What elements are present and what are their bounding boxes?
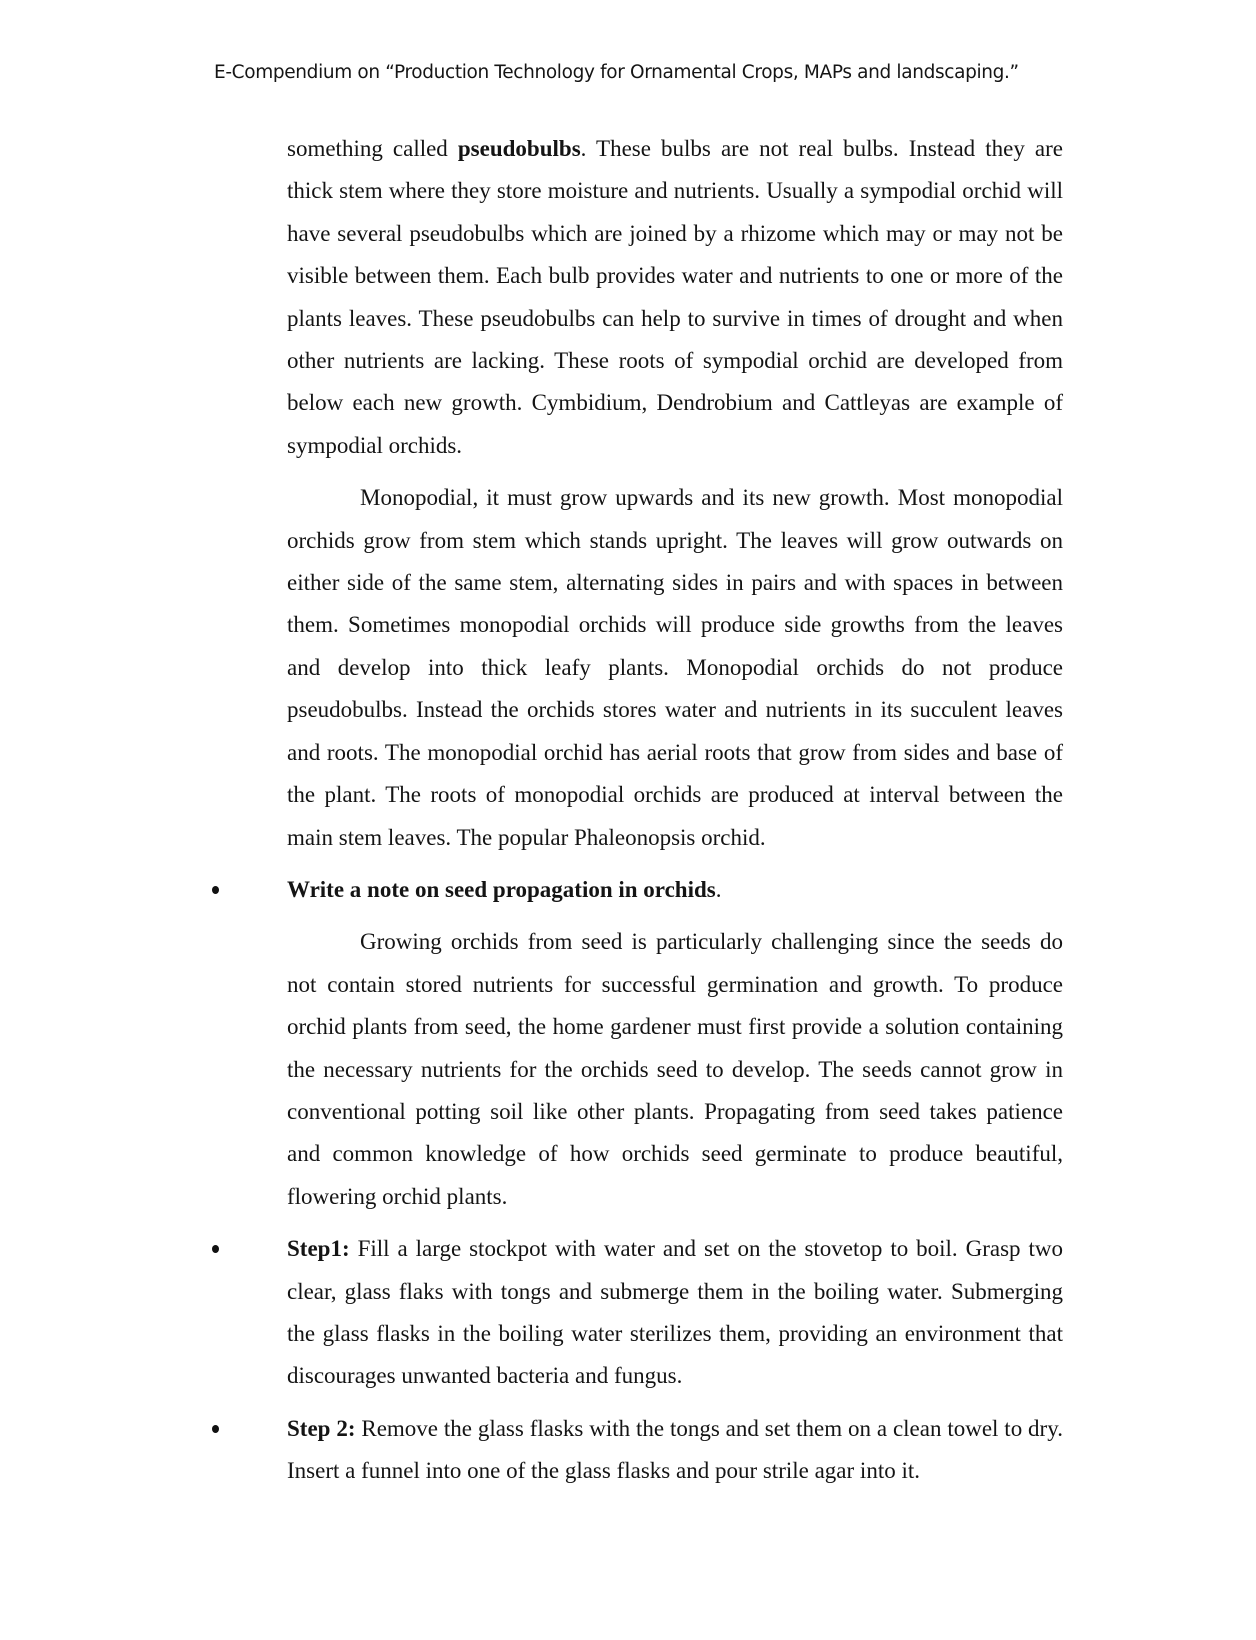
paragraph-sympodial bbox=[287, 128, 1063, 467]
step-text: Remove the glass flasks with the tongs and set them on a clean towel to dry. Insert a funnel into one of the glass flasks and pour strile agar into it. bbox=[287, 1415, 1063, 1484]
bullet-icon bbox=[212, 1425, 219, 1433]
paragraph-seed-propagation: Growing orchids from seed is particularly challenging since the seeds do not contain stored nutrients for successful germination and growth. To produce orchid plants from seed, the home gardener must first provide a solution containing the necessary nutrients for the orchids seed to develop. The seeds cannot grow in conventional potting soil like other plants. Propagating from seed takes patience and common knowledge of how orchids seed germinate to produce beautiful, flowering orchid plants. bbox=[287, 929, 1063, 1209]
question-heading bbox=[287, 869, 1063, 911]
step-text: Fill a large stockpot with water and set on the stovetop to boil. Grasp two clear, glass flaks with tongs and submerge them in the boiling water. Submerging the glass flasks in the boiling water sterilizes them, providing an environment that discourages unwanted bacteria and fungus. bbox=[287, 1236, 1063, 1389]
step-label: Step 2: bbox=[287, 1415, 356, 1441]
paragraph-monopodial: Monopodial, it must grow upwards and its new growth. Most monopodial orchids grow from stem which stands upright. The leaves will grow outwards on either side of the same stem, alternating sides in pairs and with spaces in between them. Sometimes monopodial orchids will produce side growths from the leaves and develop into thick leafy plants. Monopodial orchids do not produce pseudobulbs. Instead the orchids stores water and nutrients in its succulent leaves and roots. The monopodial orchid has aerial roots that grow from sides and base of the plant. The roots of monopodial orchids are produced at interval between the main stem leaves. The popular Phaleonopsis orchid. bbox=[287, 485, 1063, 850]
bold-term-pseudobulbs: pseudobulbs bbox=[457, 136, 581, 161]
step-item bbox=[287, 1228, 1063, 1398]
step-item bbox=[287, 1408, 1063, 1493]
bullet-icon bbox=[212, 886, 219, 894]
question-period: . bbox=[715, 876, 722, 902]
document-body bbox=[287, 128, 1063, 1493]
paragraph-text: . These bulbs are not real bulbs. Instead they are thick stem where they store moisture and nutrients. Usually a sympodial orchid will have several pseudobulbs which are joined by a rhizome which may or may not be visible between them. Each bulb provides water and nutrients to one or more of the plants leaves. These pseudobulbs can help to survive in times of drought and when other nutrients are lacking. These roots of sympodial orchid are developed from below each new growth. Cymbidium, Dendrobium and Cattleyas are example of sympodial orchids. bbox=[287, 136, 1063, 458]
question-text: Write a note on seed propagation in orchids bbox=[287, 876, 716, 902]
bullet-icon bbox=[212, 1245, 219, 1253]
running-header: E-Compendium on “Production Technology for Ornamental Crops, MAPs and landscaping.” bbox=[214, 62, 1019, 83]
step-label: Step1: bbox=[287, 1236, 350, 1262]
paragraph-text: something called bbox=[287, 136, 458, 161]
